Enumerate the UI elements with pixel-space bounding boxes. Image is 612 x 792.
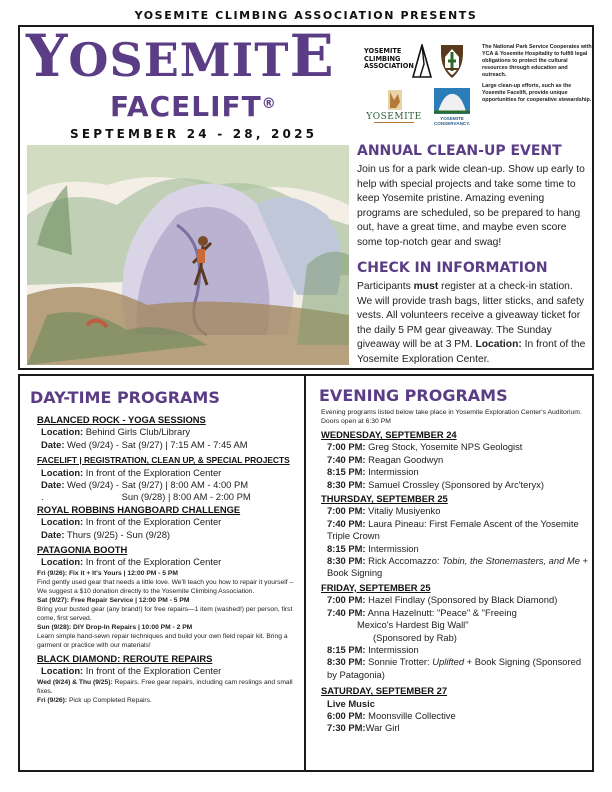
- annual-cleanup-heading: ANNUAL CLEAN-UP EVENT: [357, 143, 562, 159]
- top-banner: YOSEMITE CLIMBING ASSOCIATION PRESENTS: [134, 9, 478, 22]
- patagonia-heading: PATAGONIA BOOTH: [37, 544, 128, 556]
- black-diamond-heading: BLACK DIAMOND: REROUTE REPAIRS: [37, 652, 213, 664]
- balanced-rock-heading: BALANCED ROCK - YOGA SESSIONS: [37, 414, 206, 425]
- daytime-programs-title: DAY-TIME PROGRAMS: [30, 388, 220, 407]
- event-subtitle: FACELIFT®: [110, 90, 277, 123]
- friday-heading: FRIDAY, SEPTEMBER 25: [321, 581, 431, 593]
- checkin-heading: CHECK IN INFORMATION: [357, 260, 548, 276]
- evening-programs-title: EVENING PROGRAMS: [319, 386, 508, 405]
- evening-intro: Evening programs listed below take place in Yosemite Exploration Center's Auditorium. Doors open at 6:30 PM: [321, 409, 582, 425]
- event-dates: SEPTEMBER 24 - 28, 2025: [70, 127, 318, 141]
- saturday-heading: SATURDAY, SEPTEMBER 27: [321, 685, 448, 697]
- royal-robbins-heading: ROYAL ROBBINS HANGBOARD CHALLENGE: [37, 503, 241, 515]
- partner-statement: The National Park Service Cooperates with YCA & Yosemite Hospitality to fulfill legal obligations to protect the cultural resources through education and outreach. Large clean-up efforts, such as the Yosemite Facelift, provide unique opportunities for cooperative stewardship.: [482, 44, 592, 103]
- checkin-text: Participants must register at a check-in station. We will provide trash bags, litter sticks, and safety vests. All volunteers receive a giveaway ticket for the daily 5 PM gear giveaway. The Sunday giveaway will be at 3 PM. Location: In front of the Yosemite Exploration Center.: [357, 281, 586, 365]
- nps-arrowhead-logo: [438, 43, 466, 79]
- thursday-heading: THURSDAY, SEPTEMBER 25: [321, 493, 448, 505]
- event-title: YOSEMITE: [26, 22, 335, 90]
- yosemite-conservancy-logo: YOSEMITE CONSERVANCY.: [432, 88, 472, 128]
- facelift-heading: FACELIFT | REGISTRATION, CLEAN UP, & SPECIAL PROJECTS: [37, 455, 290, 466]
- wednesday-heading: WEDNESDAY, SEPTEMBER 24: [321, 429, 457, 440]
- yosemite-hospitality-logo: YOSEMITE: [364, 88, 424, 128]
- boulder-painting: [27, 145, 349, 365]
- yca-logo: YOSEMITE CLIMBING ASSOCIATION: [364, 44, 432, 78]
- daytime-programs-list: BALANCED ROCK - YOGA SESSIONS Location: Behind Girls Club/Library Date: Wed (9/24) - Sat (9/27) | 7:15 AM - 7:45 AM FACELIFT | REGISTRATION, CLEAN UP, & SPECIAL PROJECTS Location: In front of the Exploration Center Date: Wed (9/24) - Sat (9/27) | 8:00 AM - 4:00 PM . Sun (9/28) | 8:00 AM - 2:00 PM ROYAL ROBBINS HANGBOARD CHALLENGE Location: In front of the Exploration Center Date: Thurs (9/25) - Sun (9/28) PATAGONIA BOOTH Location: In front of the Exploration Center Fri (9/26): Fix it + It's Yours | 12:00 PM - 5 PM Find gently used gear that needs a little love. We'll teach you how to repair it yourself – We suggest a $10 donation directly to the Yosemite Climbing Association. Sat (9/27): Free Repair Service | 12:00 PM - 5 PM Bring your busted gear (any brand!) for free repairs—1 item (washed!) per person, first come, first served. Sun (9/28): DIY Drop-In Repairs | 10:00 PM - 2 PM Learn simple hand-sewn repair techniques and build your own field repair kit. Bring a garment or practice with our materials! BLACK DIAMOND: REROUTE REPAIRS Location: In front of the Exploration Center Wed (9/24) & Thu (9/25): Repairs. Free gear repairs, including cam reslings and small fixes. Fri (9/26): Pick up Completed Repairs.: [37, 414, 303, 705]
- annual-cleanup-text: Join us for a park wide clean-up. Show up early to help with special projects and take some time to keep Yosemite pristine. Amazing evening programs are scheduled, so be prepared to hang out, have a great time, and maybe even score some top-notch gear and swag!: [357, 164, 585, 248]
- mountain-icon: [412, 44, 432, 78]
- evening-programs-list: Evening programs listed below take place in Yosemite Exploration Center's Auditorium. Doors open at 6:30 PM WEDNESDAY, SEPTEMBER 24 7:00 PM: Greg Stock, Yosemite NPS Geologist 7:40 PM: Reagan Goodwyn 8:15 PM: Intermission 8:30 PM: Samuel Crossley (Sponsored by Arc'teryx) THURSDAY, SEPTEMBER 25 7:00 PM: Vitaliy Musiyenko 7:40 PM: Laura Pineau: First Female Ascent of the Yosemite Triple Crown 8:15 PM: Intermission 8:30 PM: Rick Accomazzo: Tobin, the Stonemasters, and Me + Book Signing FRIDAY, SEPTEMBER 25 7:00 PM: Hazel Findlay (Sponsored by Black Diamond) 7:40 PM: Anna Hazelnutt: "Peace" & "Freeing Mexico's Hardest Big Wall" (Sponsored by Rab) 8:15 PM: Intermission 8:30 PM: Sonnie Trotter: Uplifted + Book Signing (Sponsored by Patagonia) SATURDAY, SEPTEMBER 27 Live Music 6:00 PM: Moonsville Collective 7:30 PM:War Girl: [321, 408, 591, 735]
